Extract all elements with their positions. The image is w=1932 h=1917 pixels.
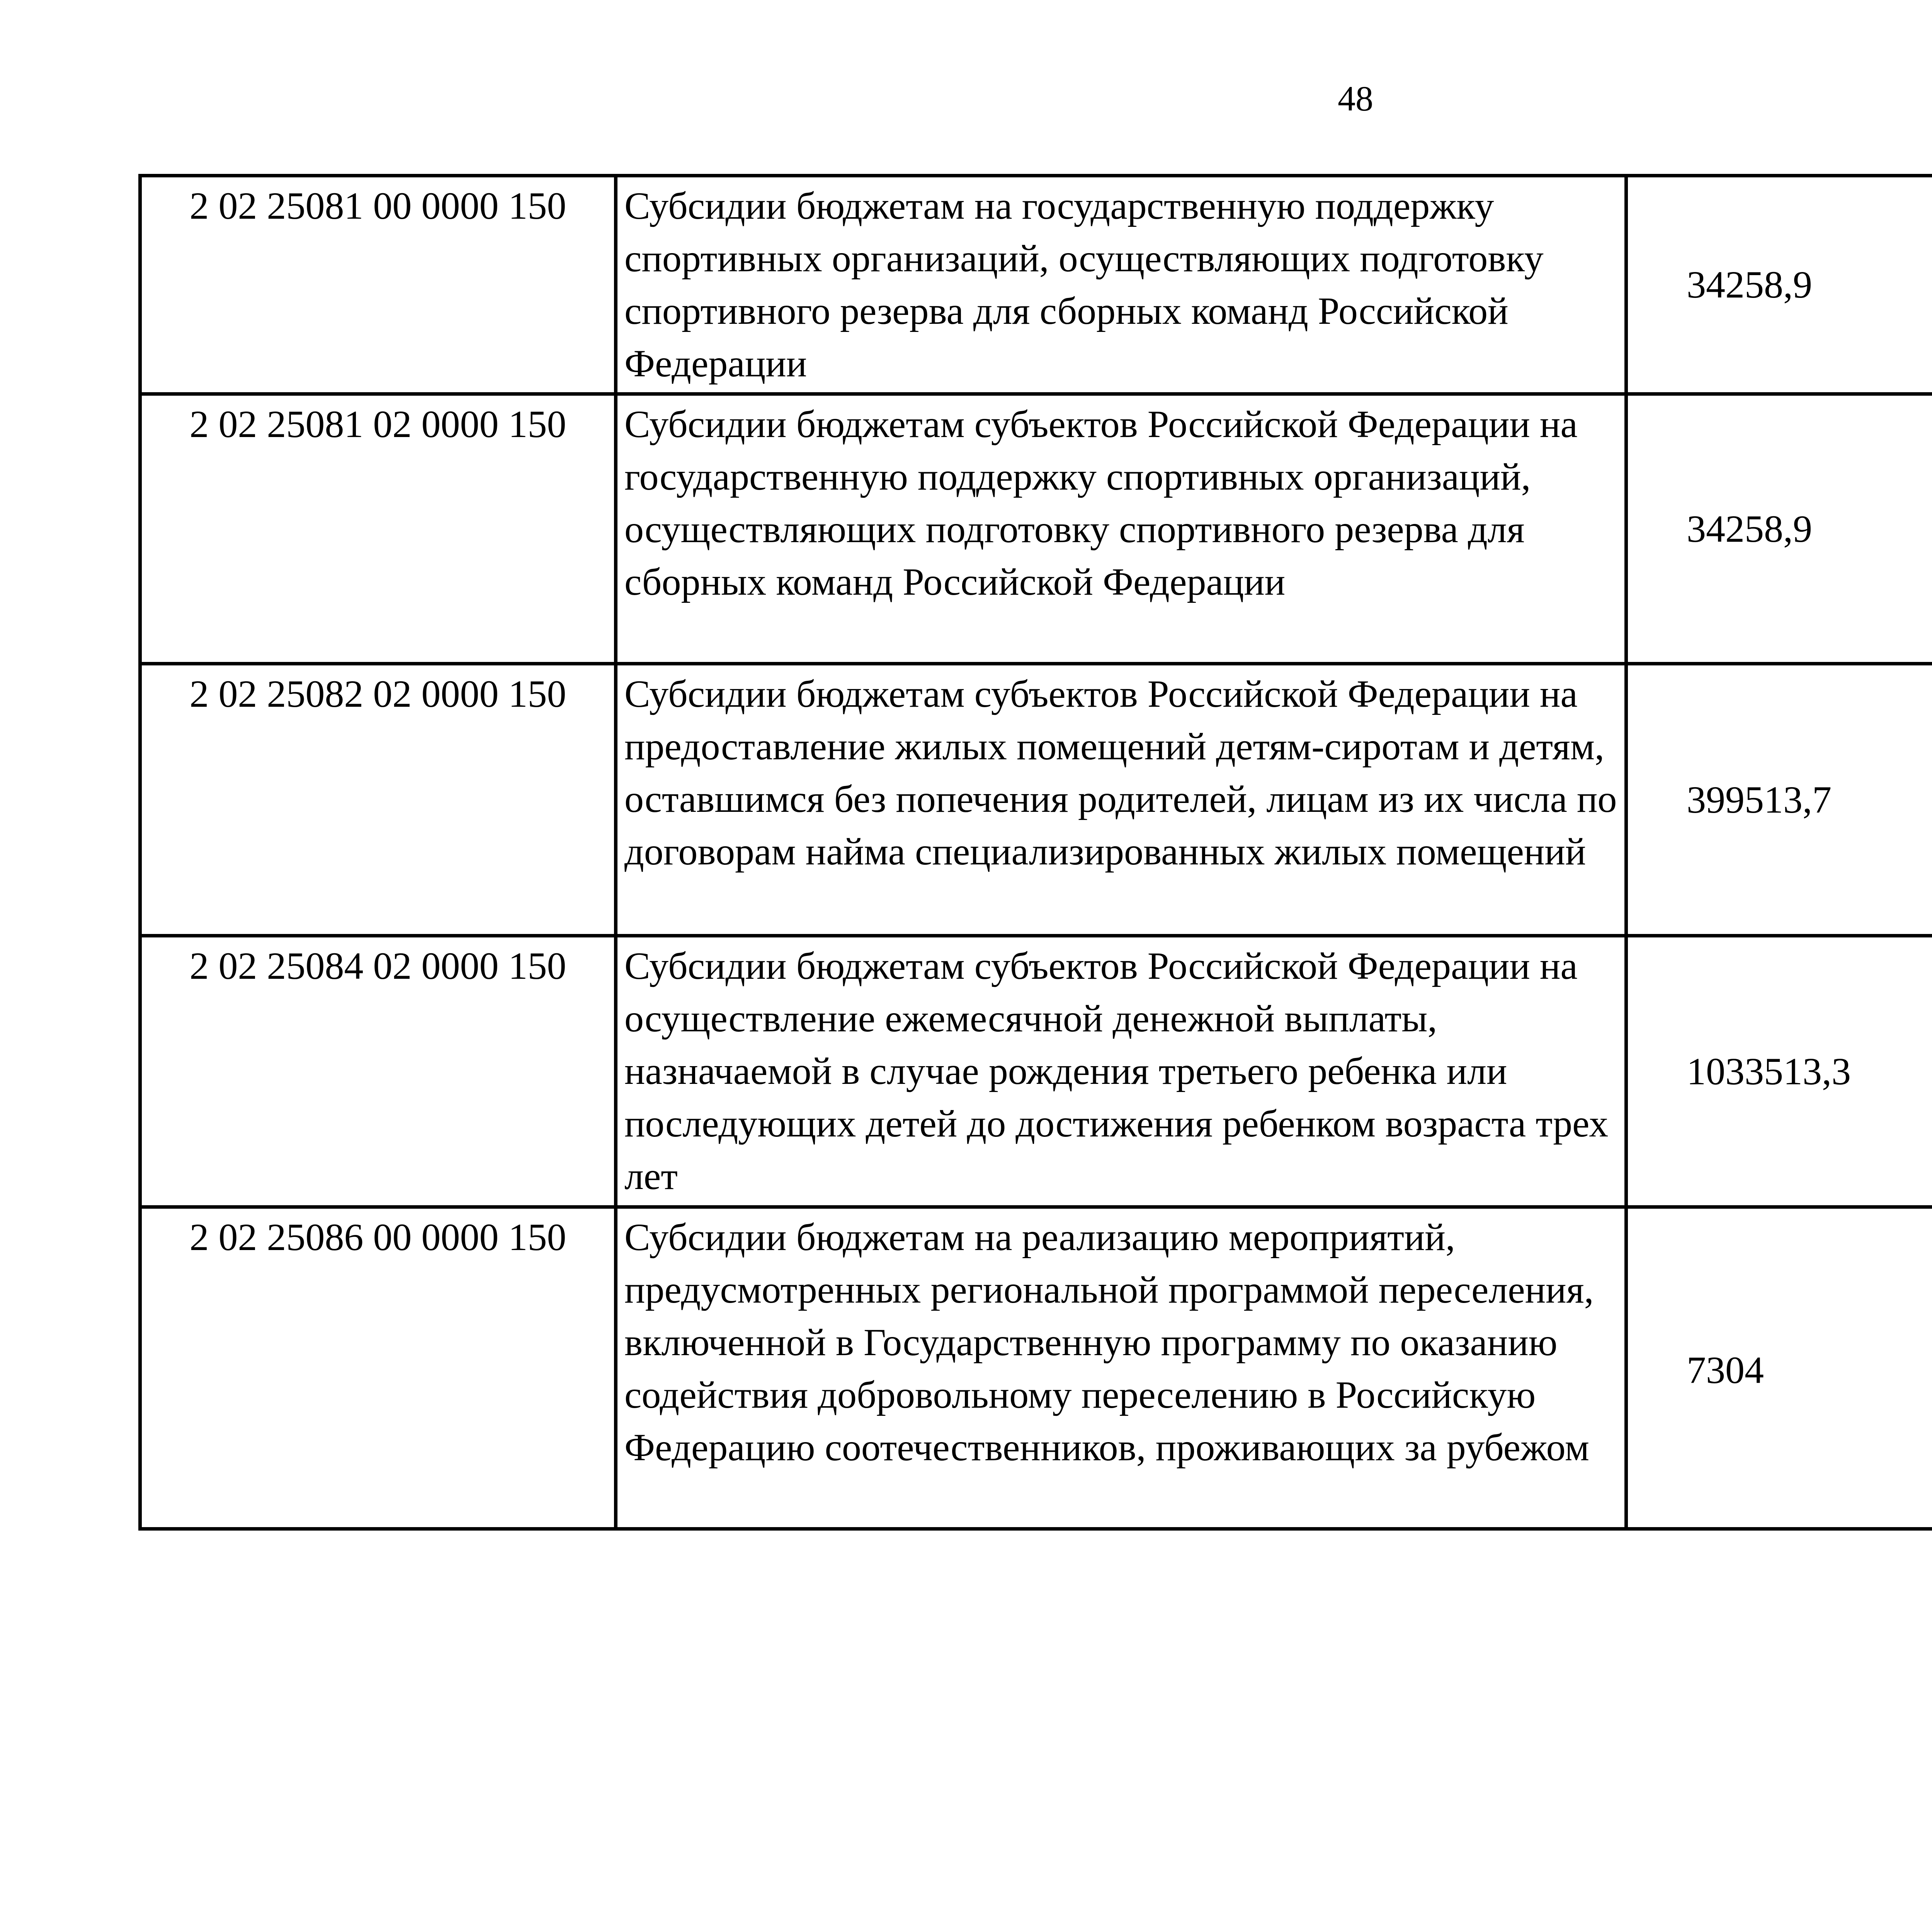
budget-code-cell bbox=[140, 664, 616, 936]
amount-cell-year1 bbox=[1626, 394, 1932, 664]
amount-year1: 7304 bbox=[1687, 1349, 1764, 1391]
description-text: Субсидии бюджетам на государственную поддержку спортивных организаций, осуществляющих подготовку спортивного резерва для сборных команд Российской Федерации bbox=[624, 184, 1544, 385]
table-row bbox=[140, 394, 1932, 664]
budget-table bbox=[138, 174, 1932, 1531]
budget-code-cell bbox=[140, 176, 616, 394]
budget-code-cell bbox=[140, 936, 616, 1207]
budget-code: 2 02 25084 02 0000 150 bbox=[189, 944, 566, 987]
budget-code-cell bbox=[140, 1207, 616, 1529]
amount-cell-year1 bbox=[1626, 936, 1932, 1207]
description-cell bbox=[616, 1207, 1626, 1529]
amount-cell-year1 bbox=[1626, 1207, 1932, 1529]
amount-year1: 34258,9 bbox=[1687, 263, 1812, 306]
amount-year1: 1033513,3 bbox=[1687, 1050, 1851, 1093]
description-text: Субсидии бюджетам субъектов Российской Федерации на осуществление ежемесячной денежной выплаты, назначаемой в случае рождения третьего ребенка или последующих детей до достижения ребенком возраста трех лет bbox=[624, 944, 1609, 1197]
budget-code-cell bbox=[140, 394, 616, 664]
page-number: 48 bbox=[1338, 79, 1373, 118]
table-row bbox=[140, 176, 1932, 394]
description-text: Субсидии бюджетам субъектов Российской Федерации на государственную поддержку спортивных организаций, осуществляющих подготовку спортивного резерва для сборных команд Российской Федерации bbox=[624, 403, 1578, 603]
amount-cell-year1 bbox=[1626, 176, 1932, 394]
table-row bbox=[140, 936, 1932, 1207]
budget-code: 2 02 25082 02 0000 150 bbox=[189, 672, 566, 715]
table-row bbox=[140, 664, 1932, 936]
amount-year1: 34258,9 bbox=[1687, 507, 1812, 550]
description-cell bbox=[616, 936, 1626, 1207]
description-cell bbox=[616, 176, 1626, 394]
description-cell bbox=[616, 394, 1626, 664]
table-row bbox=[140, 1207, 1932, 1529]
description-cell bbox=[616, 664, 1626, 936]
amount-cell-year1 bbox=[1626, 664, 1932, 936]
description-text: Субсидии бюджетам субъектов Российской Федерации на предоставление жилых помещений детям-сиротам и детям, оставшимся без попечения родителей, лицам из их числа по договорам найма специализированных жилых помещений bbox=[624, 672, 1617, 873]
amount-year1: 399513,7 bbox=[1687, 778, 1832, 821]
budget-code: 2 02 25081 02 0000 150 bbox=[189, 403, 566, 446]
budget-code: 2 02 25081 00 0000 150 bbox=[189, 184, 566, 227]
budget-code: 2 02 25086 00 0000 150 bbox=[189, 1216, 566, 1259]
description-text: Субсидии бюджетам на реализацию мероприятий, предусмотренных региональной программой переселения, включенной в Государственную программу по оказанию содействия добровольному переселению в Российскую Федерацию соотечественников, проживающих за рубежом bbox=[624, 1216, 1594, 1469]
